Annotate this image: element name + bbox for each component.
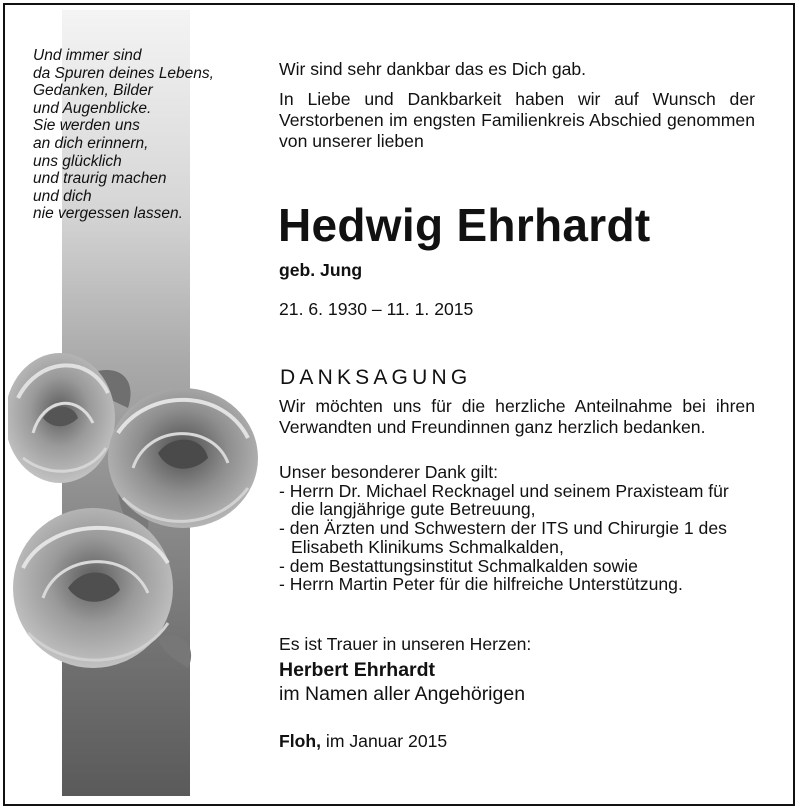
poem-line: uns glücklich: [33, 152, 122, 170]
deceased-name: Hedwig Ehrhardt: [278, 199, 651, 251]
place-date: [279, 731, 447, 752]
acknowledgement-text: Wir möchten uns für die herzliche Anteilnahme bei ihren Verwandten und Freundinnen ganz herzlich bedanken.: [279, 396, 755, 437]
poem-line: da Spuren deines Lebens,: [33, 64, 214, 82]
gratitude-line: Wir sind sehr dankbar das es Dich gab.: [279, 59, 587, 79]
thanks-list-item: - den Ärzten und Schwestern der ITS und Chirurgie 1 des Elisabeth Klinikums Schmalkalden,: [279, 518, 727, 557]
special-thanks-intro: Unser besonderer Dank gilt:: [279, 462, 499, 482]
poem-line: und dich: [33, 187, 92, 205]
poem-line: und Augenblicke.: [33, 99, 152, 117]
thanks-list-item: - Herrn Martin Peter für die hilfreiche Unterstützung.: [279, 574, 683, 595]
rose-right: [108, 388, 258, 528]
poem-line: nie vergessen lassen.: [33, 205, 183, 223]
poem-line: an dich erinnern,: [33, 134, 149, 152]
acknowledgement-heading: DANKSAGUNG: [280, 366, 472, 389]
signer-behalf: im Namen aller Angehörigen: [279, 683, 526, 705]
thanks-list-item: - dem Bestattungsinstitut Schmalkalden sowie: [279, 555, 638, 576]
grief-line: Es ist Trauer in unseren Herzen:: [279, 634, 532, 654]
poem-line: Gedanken, Bilder: [33, 82, 153, 100]
poem-line: Und immer sind: [33, 47, 142, 64]
life-dates: 21. 6. 1930 – 11. 1. 2015: [279, 299, 474, 319]
farewell-text: In Liebe und Dankbarkeit haben wir auf Wunsch der Verstorbenen im engsten Familienkreis Abschied genommen von unserer lieben: [279, 89, 755, 151]
rose-bottom: [13, 508, 173, 668]
thanks-list-item: - Herrn Dr. Michael Recknagel und seinem Praxisteam für die langjährige gute Betreuung,: [279, 480, 729, 520]
rose-top-left: [8, 353, 115, 483]
notice-date: im Januar 2015: [325, 731, 448, 751]
place-name: Floh,: [279, 731, 322, 751]
roses-image: [8, 338, 268, 678]
signer-name: Herbert Ehrhardt: [279, 659, 436, 681]
poem-line: Sie werden uns: [33, 117, 140, 135]
memorial-poem: [33, 47, 214, 223]
poem-line: und traurig machen: [33, 170, 167, 188]
special-thanks: [279, 463, 755, 594]
maiden-name: geb. Jung: [279, 260, 363, 280]
